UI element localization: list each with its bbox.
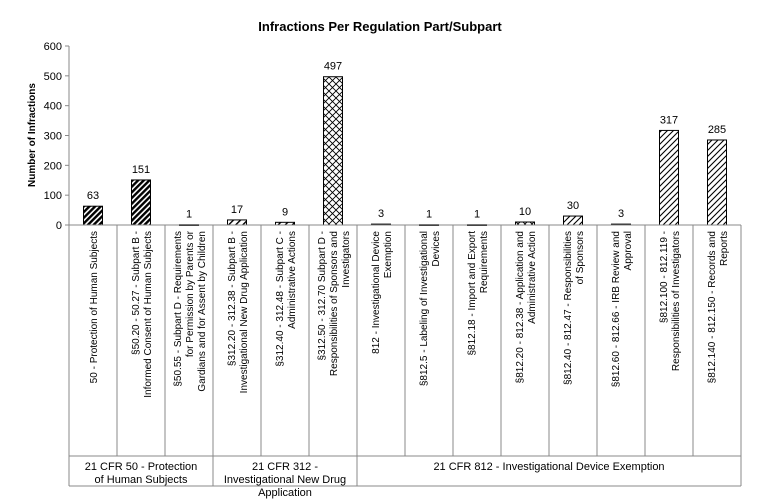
category-label-line: §812.60 - 812.66 - IRB Review and — [611, 231, 622, 388]
category-label-line: §50.20 - 50.27 - Subpart B - — [131, 231, 142, 355]
group-label-line: 21 CFR 312 - — [251, 461, 319, 473]
category-label-line: for Permission by Parents or — [185, 231, 196, 358]
category-label-line: §312.40 - 312.48 - Subpart C - — [275, 231, 286, 367]
bar — [228, 220, 247, 225]
y-tick-label: 200 — [43, 160, 62, 173]
category-label-line: §812.140 - 812.150 - Records and — [707, 231, 718, 384]
category-label — [89, 231, 100, 383]
category-label-line: Exemption — [383, 231, 394, 279]
bar — [324, 77, 343, 225]
y-tick-label: 100 — [43, 190, 62, 203]
category-label — [371, 231, 394, 354]
category-label-line: 812 - Investigational Device — [371, 231, 382, 354]
bar-value-label: 497 — [323, 60, 343, 73]
category-label — [467, 231, 490, 356]
category-label-line: Responsibilities of Sponsors and — [329, 231, 340, 377]
category-label — [419, 231, 442, 386]
chart-title: Infractions Per Regulation Part/Subpart — [258, 19, 502, 34]
data-labels — [87, 61, 726, 221]
bar-value-label: 3 — [617, 208, 625, 221]
bar-value-label: 151 — [131, 163, 151, 176]
category-label-line: Gardians and for Assent by Children — [197, 231, 208, 392]
y-axis-label: Number of Infractions — [27, 83, 38, 187]
category-label-line: Reports — [719, 231, 730, 267]
category-label-line: Investigational New Drug Application — [239, 231, 250, 394]
category-label-line: §812.40 - 812.47 - Responsibilities — [563, 231, 574, 385]
category-label-line: §50.55 - Subpart D - Requirements — [173, 231, 184, 387]
category-label-line: Approval — [623, 231, 634, 271]
category-label — [659, 231, 682, 371]
group-label — [224, 461, 346, 499]
x-axis-group-labels — [85, 461, 665, 499]
category-label — [275, 231, 298, 367]
category-label — [515, 231, 538, 383]
y-axis — [44, 41, 69, 232]
bar-value-label: 63 — [86, 190, 100, 203]
category-label-line: §812.18 - Import and Export — [467, 231, 478, 356]
group-label-line: 21 CFR 812 - Investigational Device Exemption — [433, 461, 665, 473]
category-label — [611, 231, 634, 387]
category-label — [227, 231, 250, 393]
bar-value-label: 1 — [425, 208, 433, 221]
category-label-line: Administrative Action — [527, 231, 538, 324]
bar-value-label: 1 — [185, 208, 193, 221]
category-label-line: §312.20 - 312.38 - Subpart B - — [227, 231, 238, 367]
bar-value-label: 30 — [566, 200, 580, 213]
category-label-line: §812.5 - Labeling of Investigational — [419, 231, 430, 387]
group-label — [433, 461, 664, 473]
category-label-line: 50 - Protection of Human Subjects — [89, 231, 100, 384]
bar-value-label: 1 — [473, 208, 481, 221]
group-label-line: 21 CFR 50 - Protection — [84, 461, 198, 473]
category-label-line: Requirements — [479, 231, 490, 294]
group-label-line: Application — [258, 487, 312, 499]
y-tick-label: 600 — [43, 41, 62, 53]
bar — [660, 130, 679, 225]
bar — [708, 140, 727, 225]
bar-value-label: 317 — [659, 114, 679, 127]
category-label — [707, 231, 730, 383]
category-label-line: of Sponsors — [575, 231, 586, 285]
group-label-line: of Human Subjects — [94, 474, 188, 486]
bar-value-label: 3 — [377, 208, 385, 221]
y-tick-label: 400 — [43, 100, 62, 113]
category-label-line: Responsibilities of Investigators — [671, 231, 682, 372]
bar — [84, 206, 103, 225]
bar-value-label: 285 — [707, 123, 727, 136]
bar-value-label: 9 — [281, 206, 289, 219]
x-axis-category-labels — [89, 230, 730, 397]
y-tick-label: 0 — [55, 220, 62, 232]
category-label-line: Investigators — [341, 231, 352, 288]
bar-value-label: 10 — [518, 206, 532, 219]
category-label-line: Informed Consent of Human Subjects — [143, 231, 154, 398]
bar-value-label: 17 — [230, 203, 244, 216]
group-label-line: Investigational New Drug — [223, 474, 347, 486]
category-label — [173, 230, 208, 391]
category-label — [563, 231, 586, 385]
y-tick-label: 500 — [43, 70, 62, 83]
category-label-line: §312.50 - 312.70 Subpart D - — [317, 231, 328, 361]
category-label — [131, 231, 154, 398]
category-label-line: §812.100 - 812.119 - — [659, 231, 670, 324]
category-label — [317, 231, 352, 376]
category-label-line: Administrative Actions — [287, 231, 298, 329]
category-label-line: Devices — [431, 231, 442, 267]
axes — [69, 46, 741, 486]
bar — [132, 180, 151, 225]
bar-series — [84, 77, 727, 226]
group-label — [85, 461, 198, 486]
bar — [564, 216, 583, 225]
category-label-line: §812.20 - 812.38 - Application and — [515, 231, 526, 384]
y-tick-label: 300 — [43, 130, 62, 143]
